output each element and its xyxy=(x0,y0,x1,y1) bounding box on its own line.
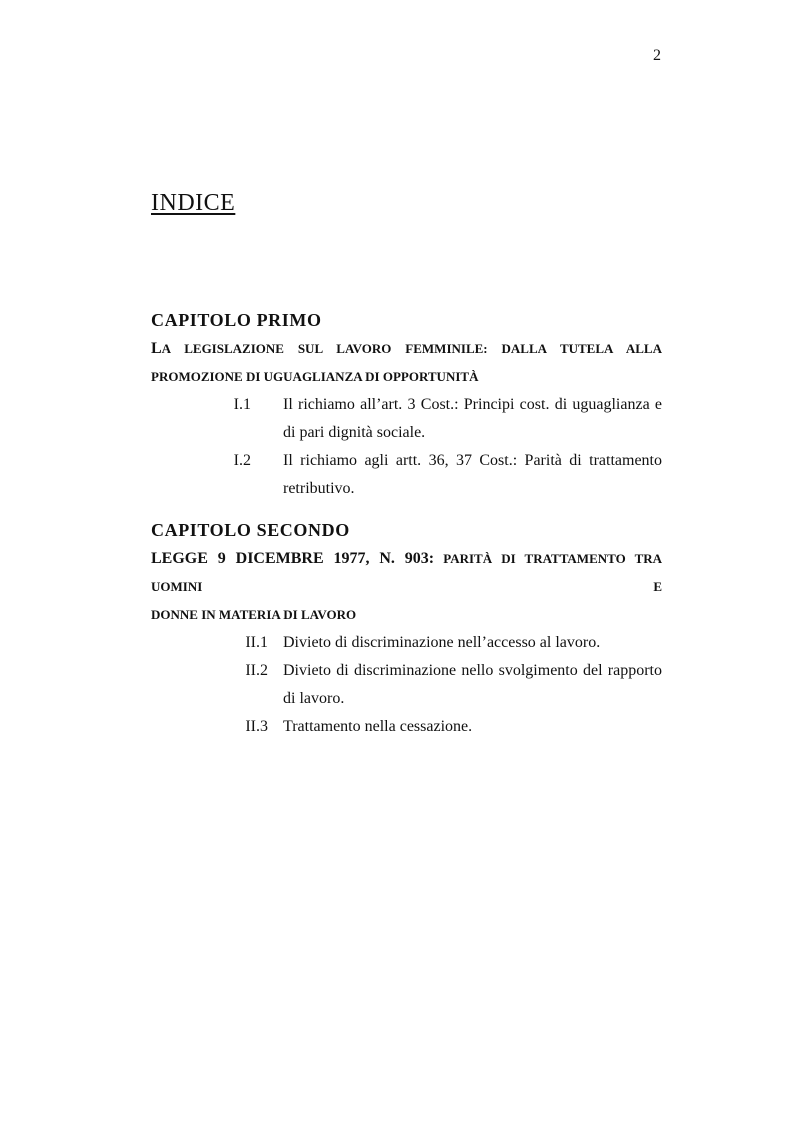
toc-entry[interactable] xyxy=(151,657,662,713)
toc-entry-number: II.2 xyxy=(245,662,268,679)
toc-entry[interactable] xyxy=(151,447,662,503)
chapter-subtitle-rest: A LEGISLAZIONE SUL LAVORO FEMMINILE: DALLA TUTELA ALLA xyxy=(161,341,662,356)
toc-entry[interactable] xyxy=(151,629,662,657)
page-number: 2 xyxy=(653,47,661,64)
chapter-subtitle-line-1 xyxy=(151,335,662,363)
chapter-subtitle-lead: LEGGE 9 DICEMBRE 1977, N. 903: xyxy=(151,550,435,567)
chapter-heading: CAPITOLO SECONDO xyxy=(151,520,350,540)
chapter-subtitle-rest: PARITÀ DI TRATTAMENTO TRA UOMINI E xyxy=(151,551,663,594)
chapter-1 xyxy=(151,309,662,503)
toc-entry-text: Divieto di discriminazione nell’accesso al lavoro. xyxy=(283,634,601,651)
chapter-subtitle xyxy=(151,335,662,391)
toc-entry[interactable] xyxy=(151,713,662,741)
toc-entry-text: Il richiamo agli artt. 36, 37 Cost.: Parità di trattamento retributivo. xyxy=(283,452,662,497)
toc-entry-text: Trattamento nella cessazione. xyxy=(283,718,473,735)
chapter-subtitle-line-2: DONNE IN MATERIA DI LAVORO xyxy=(151,607,357,622)
index-title: INDICE xyxy=(151,190,236,216)
toc-entry-text: Il richiamo all’art. 3 Cost.: Principi cost. di uguaglianza e di pari dignità sociale. xyxy=(283,396,662,441)
chapter-subtitle xyxy=(151,545,662,629)
toc-entry[interactable] xyxy=(151,391,662,447)
chapter-subtitle-line-2: PROMOZIONE DI UGUAGLIANZA DI OPPORTUNITÀ xyxy=(151,369,479,384)
chapter-2 xyxy=(151,519,662,741)
toc-entry-number: I.1 xyxy=(233,396,251,413)
chapter-subtitle-line-1 xyxy=(151,545,662,601)
toc-entry-number: II.3 xyxy=(245,718,268,735)
toc-entry-text: Divieto di discriminazione nello svolgimento del rapporto di lavoro. xyxy=(283,662,662,707)
toc-entry-number: II.1 xyxy=(245,634,268,651)
chapter-subtitle-lead: L xyxy=(151,340,162,357)
chapter-heading: CAPITOLO PRIMO xyxy=(151,310,322,330)
toc-entry-number: I.2 xyxy=(233,452,251,469)
